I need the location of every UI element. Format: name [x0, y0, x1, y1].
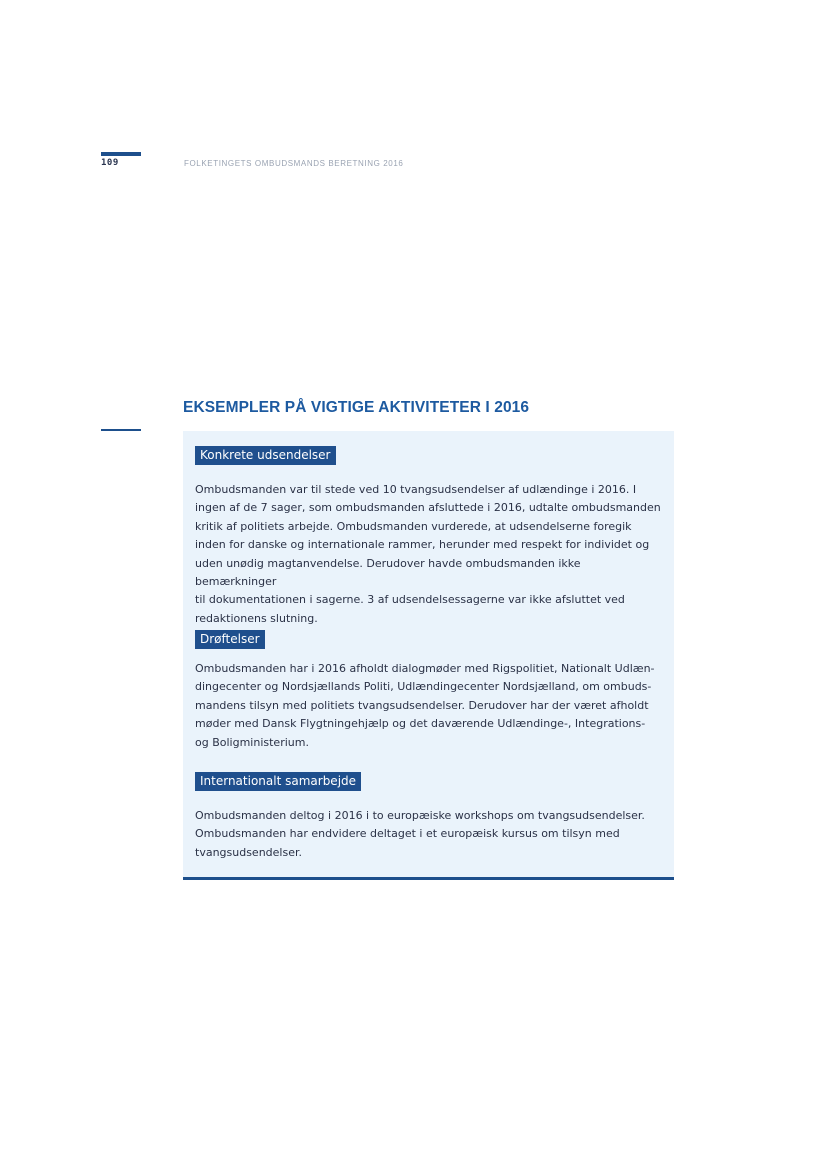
page-number-marker — [101, 152, 141, 156]
section-title: EKSEMPLER PÅ VIGTIGE AKTIVITETER I 2016 — [183, 399, 530, 416]
running-header: FOLKETINGETS OMBUDSMANDS BERETNING 2016 — [184, 159, 404, 168]
block-label-droeftelser: Drøftelser — [195, 630, 265, 649]
activities-infobox — [183, 431, 674, 880]
block-text-droeftelser: Ombudsmanden har i 2016 afholdt dialogmøder med Rigspolitiet, Nationalt Udlæn- dingecenter og Nordsjællands Politi, Udlændingecenter Nordsjælland, om ombuds- mandens tilsyn med politiets tvangsudsendelser. Derudover har der været afholdt møder med Dansk Flygtningehjælp og det daværende Udlændinge-, Integrations- og Boligministerium. — [195, 662, 655, 749]
section-marker — [101, 429, 141, 431]
block-text-internationalt-samarbejde: Ombudsmanden deltog i 2016 i to europæiske workshops om tvangsudsendelser. Ombudsmanden har endvidere deltaget i et europæisk kursus om tilsyn med tvangsudsendelser. — [195, 809, 645, 859]
block-label-internationalt-samarbejde: Internationalt samarbejde — [195, 772, 361, 791]
block-label-konkrete-udsendelser: Konkrete udsendelser — [195, 446, 336, 465]
page-number: 109 — [101, 158, 119, 168]
block-text-konkrete-udsendelser: Ombudsmanden var til stede ved 10 tvangsudsendelser af udlændinge i 2016. I ingen af de 7 sager, som ombudsmanden afsluttede i 2016, udtalte ombudsmanden kritik af politiets arbejde. Ombudsmanden vurderede, at udsendelserne foregik inden for danske og internationale rammer, herunder med respekt for individet og uden unødig magtanvendelse. Derudover havde ombudsmanden ikke bemærkninger til dokumentationen i sagerne. 3 af udsendelsessagerne var ikke afsluttet ved redaktionens slutning. — [195, 483, 661, 625]
